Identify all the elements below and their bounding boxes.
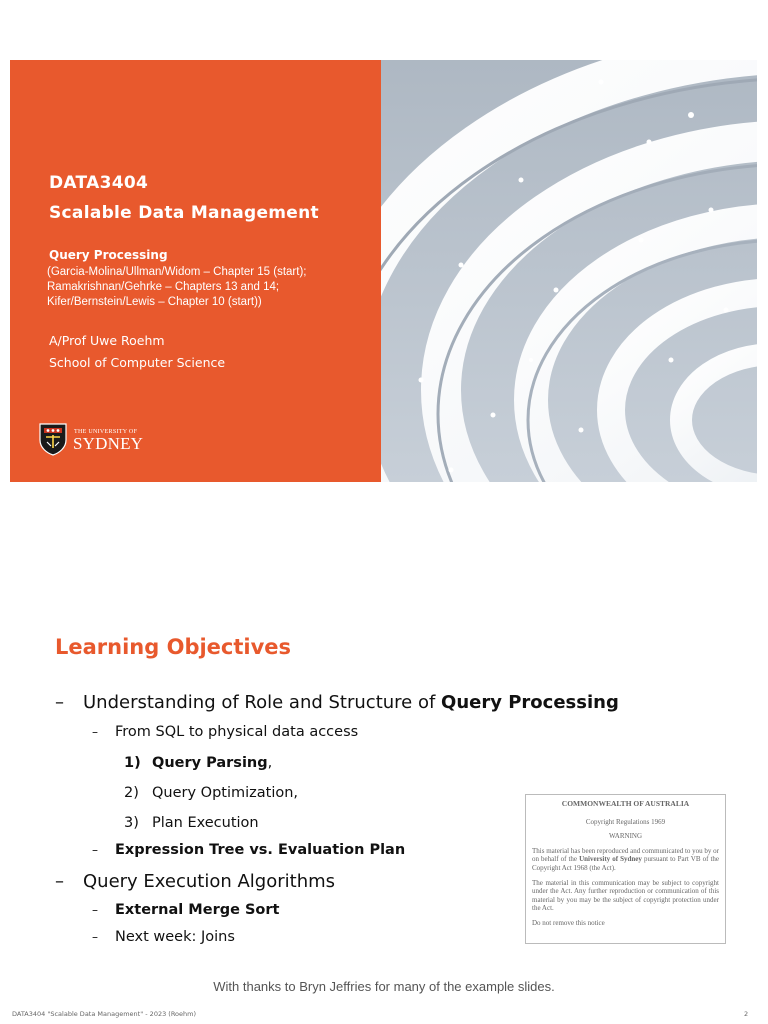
step-text: Query Optimization,: [152, 785, 299, 801]
notice-text: pursuant to Part VB of the Copyright Act 1968 (the Act).: [532, 855, 720, 872]
textbook-references: [47, 265, 306, 310]
step-item: [124, 785, 298, 801]
step-text: Plan Execution: [152, 815, 259, 831]
notice-text: This material has been reproduced and communicated to you by or on behalf of the: [532, 846, 719, 864]
university-logo: [38, 422, 168, 458]
sub-objective-item: External Merge Sort: [115, 902, 280, 918]
objective-item: Query Execution Algorithms: [83, 871, 336, 892]
step-item: [124, 755, 272, 771]
sub-objective-item: From SQL to physical data access: [115, 724, 359, 740]
bullet-dash: –: [55, 692, 64, 713]
step-number: 2): [124, 785, 139, 801]
logo-small-text: THE UNIVERSITY OF: [74, 429, 138, 435]
objectives-slide: [0, 560, 768, 1024]
school-name: School of Computer Science: [49, 355, 226, 370]
sub-bullet-dash: –: [92, 930, 98, 944]
notice-warning: WARNING: [608, 832, 643, 841]
reference-line: (Garcia-Molina/Ullman/Widom – Chapter 15 (start);: [47, 266, 307, 278]
step-item: [124, 815, 259, 831]
author-name: A/Prof Uwe Roehm: [49, 333, 165, 348]
notice-university: University of Sydney: [579, 855, 642, 864]
notice-footer: Do not remove this notice: [532, 918, 605, 927]
page-number: 2: [744, 1010, 749, 1018]
sub-bullet-dash: –: [92, 843, 98, 857]
copyright-notice: [525, 794, 726, 944]
sub-objective-item: Expression Tree vs. Evaluation Plan: [115, 842, 406, 858]
notice-title: COMMONWEALTH OF AUSTRALIA: [561, 799, 690, 808]
objective-item: [83, 692, 619, 713]
objective-text: Understanding of Role and Structure of: [83, 692, 442, 713]
step-number: 1): [124, 755, 141, 771]
crest-icon: [38, 422, 68, 456]
notice-regulation: Copyright Regulations 1969: [585, 817, 666, 826]
step-suffix: ,: [267, 755, 273, 771]
course-title: Scalable Data Management: [49, 203, 319, 223]
step-text: Query Parsing: [152, 755, 268, 771]
step-number: 3): [124, 815, 139, 831]
sub-bullet-dash: –: [92, 725, 98, 739]
lecture-topic: Query Processing: [49, 248, 168, 262]
reference-line: Ramakrishnan/Gehrke – Chapters 13 and 14;: [47, 281, 280, 293]
sub-bullet-dash: –: [92, 903, 98, 917]
objective-emphasis: Query Processing: [441, 692, 619, 713]
acknowledgement: With thanks to Bryn Jeffries for many of the example slides.: [213, 979, 555, 994]
course-code: DATA3404: [49, 173, 149, 193]
title-slide: [10, 60, 757, 482]
architecture-photo: [381, 60, 757, 482]
slide-footer: DATA3404 "Scalable Data Management" - 2023 (Roehm): [12, 1010, 197, 1018]
spiral-ceiling-image: [381, 60, 757, 482]
slide-heading: Learning Objectives: [55, 635, 292, 659]
reference-line: Kifer/Bernstein/Lewis – Chapter 10 (start)): [47, 296, 262, 308]
bullet-dash: –: [55, 871, 64, 892]
logo-wordmark: SYDNEY: [73, 434, 144, 453]
sub-objective-item: Next week: Joins: [115, 929, 235, 945]
notice-paragraph: The material in this communication may be subject to copyright under the Act. Any further reproduction or communication of this material by you may be the subject of copyright protection under the Act.: [532, 878, 719, 913]
title-panel: [10, 60, 381, 482]
notice-paragraph: [532, 847, 719, 873]
